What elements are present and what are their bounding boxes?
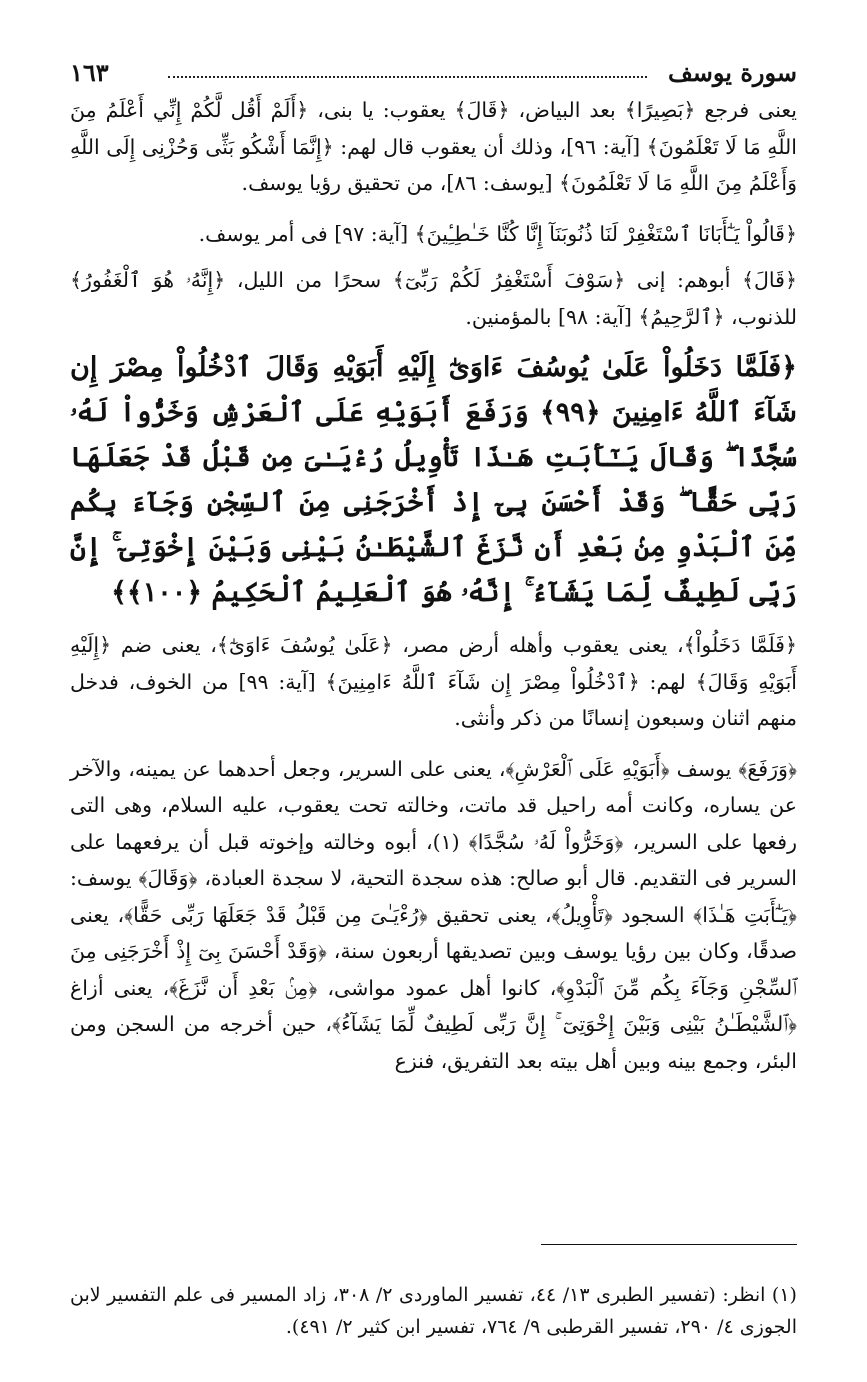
dotted-leader xyxy=(168,76,647,78)
commentary-paragraph: ﴿قَالَ﴾ أبوهم: إنى ﴿سَوْفَ أَسْتَغْفِرُ لَكُمْ رَبِّىٓ﴾ سحرًا من الليل، ﴿إِنَّهُۥ هُوَ ٱلْغَفُورُ﴾ للذنوب، ﴿ٱلرَّحِيمُ﴾ [آية: ٩٨] بالمؤمنين. xyxy=(70,268,797,329)
surah-title: سورة يوسف xyxy=(667,58,797,87)
commentary-paragraph: ﴿فَلَمَّا دَخَلُواْ﴾، يعنى يعقوب وأهله أرض مصر، ﴿عَلَىٰ يُوسُفَ ءَاوَىٰٓ﴾، يعنى ضم ﴿إِلَيْهِ أَبَوَيْهِ وَقَالَ﴾ لهم: ﴿ٱدْخُلُواْ مِصْرَ إِن شَآءَ ٱللَّهُ ءَامِنِينَ﴾ [آية: ٩٩] من الخوف، فدخل منهم اثنان وسبعون إنسانًا من ذكر وأنثى. xyxy=(70,633,797,730)
running-header xyxy=(70,52,797,92)
commentary-paragraph: ﴿وَرَفَعَ﴾ يوسف ﴿أَبَوَيْهِ عَلَى ٱلْعَرْشِ﴾، يعنى على السرير، وجعل أحدهما عن يمينه، والآخر عن يساره، وكانت أمه راحيل قد ماتت، وخالته تحت يعقوب، عليه السلام، وهى التى رفعها على السرير، ﴿وَخَرُّواْ لَهُۥ سُجَّدًا﴾ (١)، أبوه وخالته وإخوته قبل أن يرفعهما على السرير فى التقديم. قال أبو صالح: هذه سجدة التحية، لا سجدة العبادة، ﴿وَقَالَ﴾ يوسف: ﴿يَـٰٓأَبَتِ هَـٰذَا﴾ السجود ﴿تَأْوِيلُ﴾، يعنى تحقيق ﴿رُءْيَـٰىَ مِن قَبْلُ قَدْ جَعَلَهَا رَبِّى حَقًّا﴾، يعنى صدقًا، وكان بين رؤيا يوسف وبين تصديقها أربعون سنة، ﴿وَقَدْ أَحْسَنَ بِىٓ إِذْ أَخْرَجَنِى مِنَ ٱلسِّجْنِ وَجَآءَ بِكُم مِّنَ ٱلْبَدْوِ﴾، كانوا أهل عمود مواشى، ﴿مِنۢ بَعْدِ أَن نَّزَغَ﴾، يعنى أزاغ ﴿ٱلشَّيْطَـٰنُ بَيْنِى وَبَيْنَ إِخْوَتِىٓ ۚ إِنَّ رَبِّى لَطِيفٌ لِّمَا يَشَآءُ﴾، حين أخرجه من السجن ومن البئر، وجمع بينه وبين أهل بيته بعد التفريق، فنزع xyxy=(70,756,798,1073)
page-number: ١٦٣ xyxy=(70,58,109,87)
main-text xyxy=(70,92,797,1079)
commentary-paragraph: ﴿قَالُواْ يَـٰٓأَبَانَا ٱسْتَغْفِرْ لَنَا ذُنُوبَنَآ إِنَّا كُنَّا خَـٰطِـِٔينَ﴾ [آية: ٩٧] فى أمر يوسف. xyxy=(198,221,797,246)
footnote-divider xyxy=(541,1244,797,1245)
commentary-paragraph: يعنى فرجع ﴿بَصِيرًا﴾ بعد البياض، ﴿قَالَ﴾ يعقوب: يا بنى، ﴿أَلَمْ أَقُل لَّكُمْ إِنِّي أَعْلَمُ مِنَ اللَّهِ مَا لَا تَعْلَمُونَ﴾ [آية: ٩٦]، وذلك أن يعقوب قال لهم: ﴿إِنَّمَا أَشْكُو بَثِّى وَحُزْنِى إِلَى اللَّهِ وَأَعْلَمُ مِنَ اللَّهِ مَا لَا تَعْلَمُونَ﴾ [يوسف: ٨٦]، من تحقيق رؤيا يوسف. xyxy=(70,98,797,195)
quran-verse-block: ﴿فَلَمَّا دَخَلُواْ عَلَىٰ يُوسُفَ ءَاوَىٰٓ إِلَيْهِ أَبَوَيْهِ وَقَالَ ٱدْخُلُواْ مِصْرَ إِن شَآءَ ٱللَّهُ ءَامِنِينَ ﴿٩٩﴾ وَرَفَعَ أَبَوَيْهِ عَلَى ٱلْعَرْشِ وَخَرُّواْ لَهُۥ سُجَّدًا ۖ وَقَالَ يَـٰٓأَبَتِ هَـٰذَا تَأْوِيلُ رُءْيَـٰىَ مِن قَبْلُ قَدْ جَعَلَهَا رَبِّى حَقًّا ۖ وَقَدْ أَحْسَنَ بِىٓ إِذْ أَخْرَجَنِى مِنَ ٱلسِّجْنِ وَجَآءَ بِكُم مِّنَ ٱلْبَدْوِ مِنۢ بَعْدِ أَن نَّزَغَ ٱلشَّيْطَـٰنُ بَيْنِى وَبَيْنَ إِخْوَتِىٓ ۚ إِنَّ رَبِّى لَطِيفٌ لِّمَا يَشَآءُ ۚ إِنَّهُۥ هُوَ ٱلْعَلِيمُ ٱلْحَكِيمُ ﴿١٠٠﴾﴾ xyxy=(70,352,797,608)
footnote: (١) انظر: (تفسير الطبرى ١٣/ ٤٤، تفسير الماوردى ٢/ ٣٠٨، زاد المسير فى علم التفسير لابن الجوزى ٤/ ٢٩٠، تفسير القرطبى ٩/ ٧٦٤، تفسير ابن كثير ٢/ ٤٩١). xyxy=(70,1284,797,1338)
